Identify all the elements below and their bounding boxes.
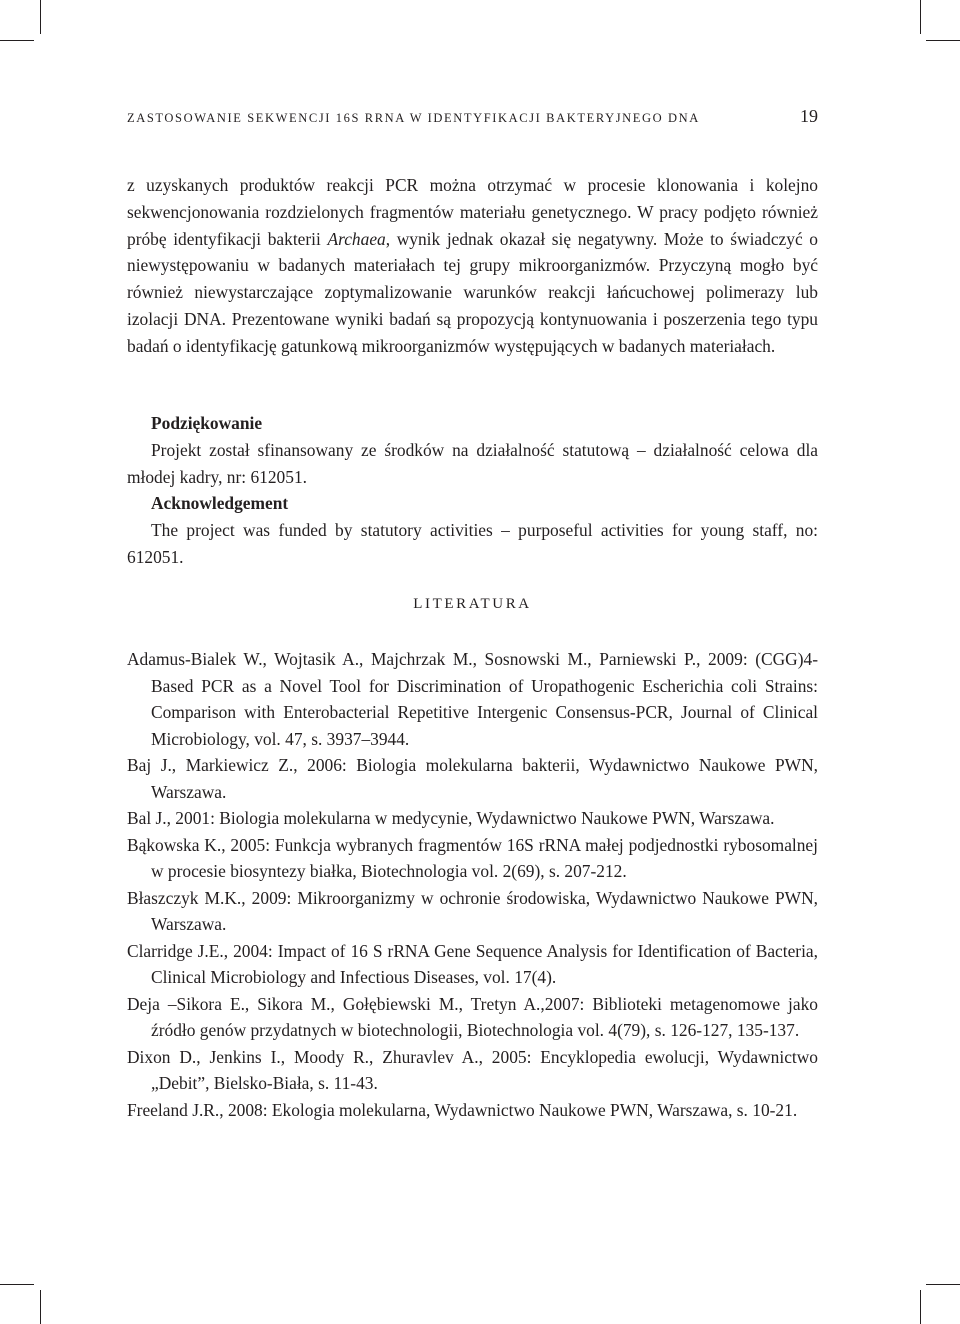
crop-mark-bottom-right bbox=[920, 1290, 921, 1324]
reference-list bbox=[127, 646, 818, 1123]
reference-item: Adamus-Bialek W., Wojtasik A., Majchrzak M., Sosnowski M., Parniewski P., 2009: (CGG)4-Based PCR as a Novel Tool for Discrimination of Uropathogenic Escherichia coli Strains: Comparison with Enterobacterial Repetitive Intergenic Consensus-PCR, Journal of Clinical Microbiology, vol. 47, s. 3937–3944. bbox=[127, 649, 818, 749]
reference-item: Clarridge J.E., 2004: Impact of 16 S rRNA Gene Sequence Analysis for Identification of Bacteria, Clinical Microbiology and Infectious Diseases, vol. 17(4). bbox=[127, 940, 818, 987]
acknowledgement-en-heading: Acknowledgement bbox=[151, 493, 289, 514]
reference-item: Bal J., 2001: Biologia molekularna w medycynie, Wydawnictwo Naukowe PWN, Warszawa. bbox=[127, 808, 775, 828]
running-title: ZASTOSOWANIE SEKWENCJI 16S RRNA W IDENTYFIKACJI BAKTERYJNEGO DNA bbox=[127, 111, 700, 125]
running-head bbox=[127, 106, 818, 127]
crop-mark-bottom-left-h bbox=[0, 1284, 34, 1285]
reference-item: Deja –Sikora E., Sikora M., Gołębiewski M., Tretyn A.,2007: Biblioteki metagenomowe jako źródło genów przydatnych w biotechnologii, Biotechnologia vol. 4(79), s. 126-127, 135-137. bbox=[127, 993, 818, 1040]
crop-mark-top-right-h bbox=[926, 40, 960, 41]
acknowledgement-pl-heading: Podziękowanie bbox=[151, 413, 263, 433]
reference-item: Dixon D., Jenkins I., Moody R., Zhuravlev A., 2005: Encyklopedia ewolucji, Wydawnictwo „Debit”, Bielsko-Biała, s. 11-43. bbox=[127, 1046, 818, 1093]
crop-mark-bottom-left bbox=[40, 1290, 41, 1324]
reference-item: Baj J., Markiewicz Z., 2006: Biologia molekularna bakterii, Wydawnictwo Naukowe PWN, Warszawa. bbox=[127, 755, 818, 802]
reference-item: Błaszczyk M.K., 2009: Mikroorganizmy w ochronie środowiska, Wydawnictwo Naukowe PWN, Warszawa. bbox=[127, 887, 818, 934]
body-text-part2: , wynik jednak okazał się negatywny. Może to świadczyć o niewystępowaniu w badanych materiałach tej grupy mikroorganizmów. Przyczyną mogło być również niewystarczające zoptymalizowanie warunków reakcji łańcuchowej polimerazy lub izolacji DNA. Prezentowane wyniki badań są propozycją kontynuowania i poszerzenia tego typu badań o identyfikację gatunkową mikroorganizmów występujących w badanych materiałach. bbox=[127, 228, 818, 356]
acknowledgement-pl-text: Projekt został sfinansowany ze środków na działalność statutową – działalność celowa dla młodej kadry, nr: 612051. bbox=[127, 439, 818, 487]
crop-mark-top-left-h bbox=[0, 40, 34, 41]
body-text-part1: z uzyskanych produktów reakcji PCR można otrzymać w procesie klonowania i kolejno sekwencjonowania rozdzielonych fragmentów materiału genetycznego. W pracy podjęto również próbę identyfikacji bakterii bbox=[127, 175, 818, 249]
reference-item: Bąkowska K., 2005: Funkcja wybranych fragmentów 16S rRNA małej podjednostki rybosomalnej w procesie biosyntezy białka, Biotechnologia vol. 2(69), s. 207-212. bbox=[127, 834, 818, 881]
reference-item: Freeland J.R., 2008: Ekologia molekularna, Wydawnictwo Naukowe PWN, Warszawa, s. 10-21. bbox=[127, 1099, 798, 1120]
literature-heading: LITERATURA bbox=[413, 596, 532, 612]
crop-mark-bottom-right-h bbox=[926, 1284, 960, 1285]
page-number: 19 bbox=[800, 106, 818, 126]
crop-mark-top-left bbox=[40, 0, 41, 34]
acknowledgement-section bbox=[127, 410, 818, 571]
body-paragraph bbox=[127, 172, 818, 360]
acknowledgement-en-text: The project was funded by statutory activities – purposeful activities for young staff, no: 612051. bbox=[127, 520, 818, 567]
crop-mark-top-right bbox=[920, 0, 921, 34]
italic-term: Archaea bbox=[327, 228, 386, 249]
